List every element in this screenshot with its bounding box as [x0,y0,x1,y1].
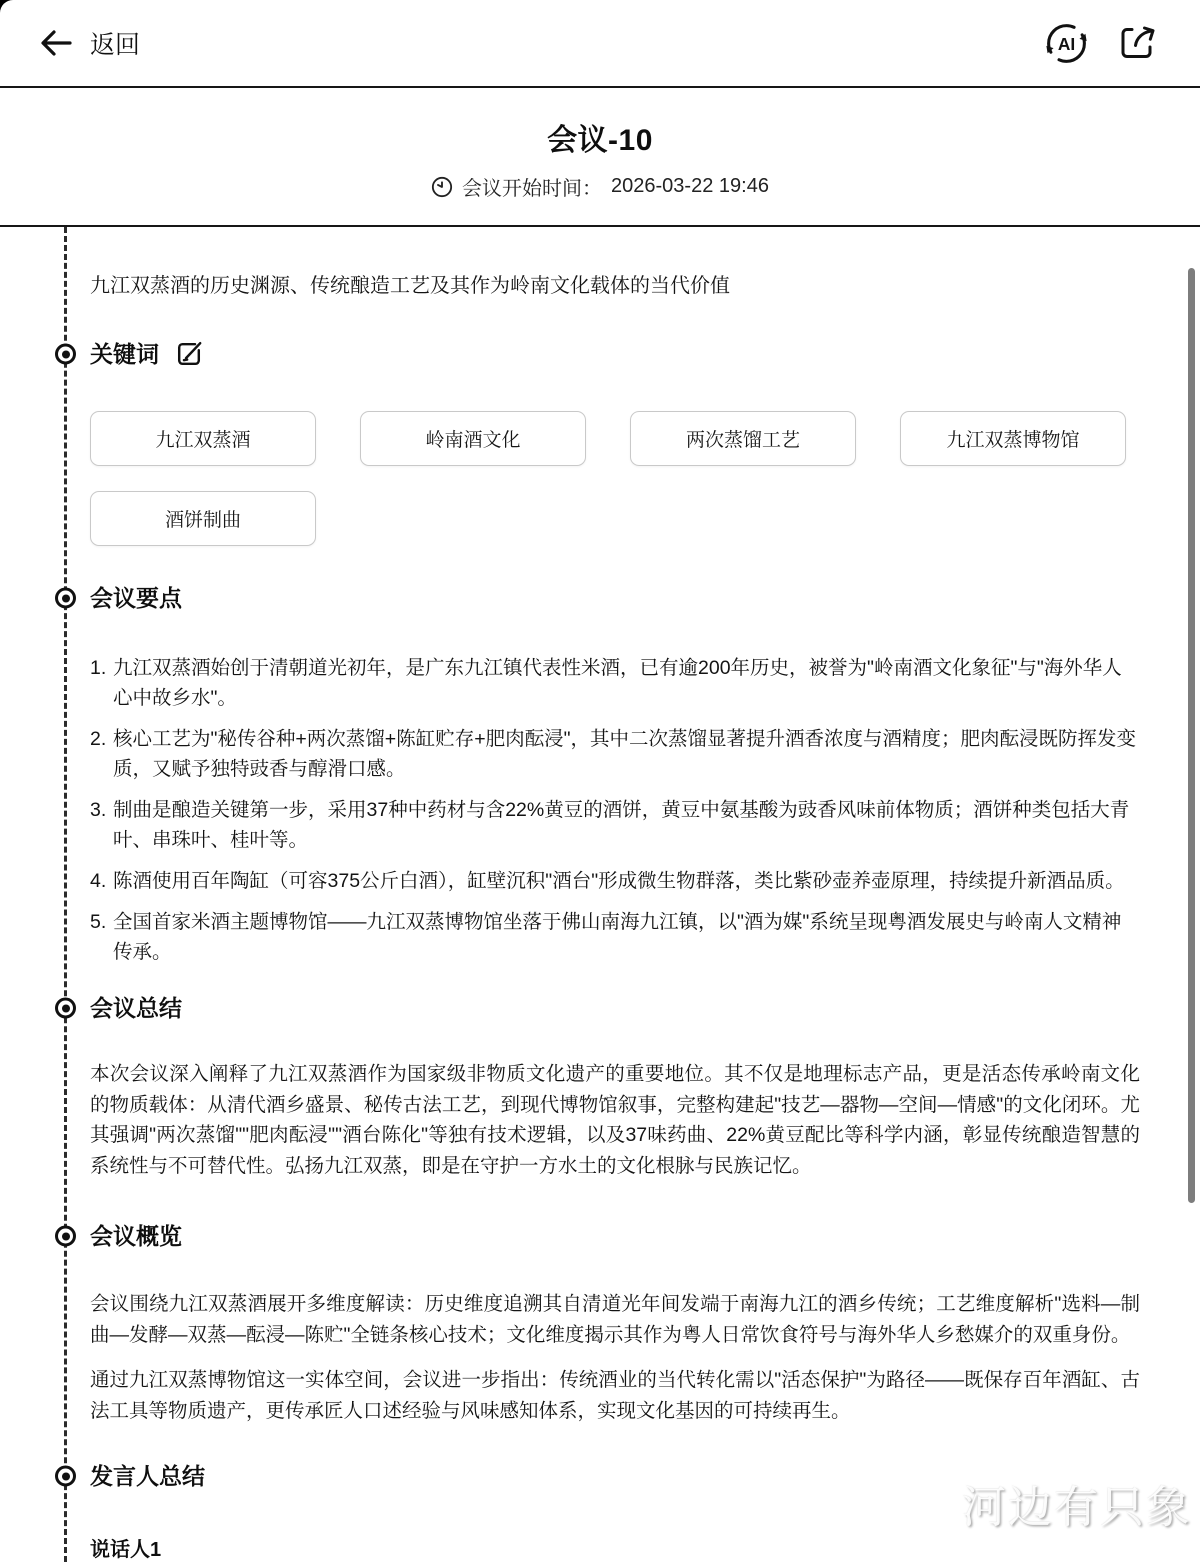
timeline-bullet-icon [55,998,76,1019]
keyword-chip[interactable]: 两次蒸馏工艺 [630,411,856,466]
ai-icon [1043,20,1090,67]
keyword-chip[interactable]: 九江双蒸博物馆 [900,411,1126,466]
back-button[interactable] [40,25,140,61]
key-point-number: 5. [90,911,107,933]
meeting-start-time-row [0,172,1200,201]
back-arrow-icon [40,29,72,57]
clock-icon [431,176,453,198]
timeline-bullet-icon [55,588,76,609]
key-point-number: 4. [90,870,107,892]
keyword-chip[interactable]: 岭南酒文化 [360,411,586,466]
scrollbar-thumb[interactable] [1188,268,1195,1203]
speakers-heading-label: 发言人总结 [90,1463,205,1489]
meeting-title: 会议-10 [547,124,653,157]
ai-icon-text: AI [1057,33,1076,54]
start-time-label: 会议开始时间： [462,178,603,200]
share-icon [1116,21,1160,65]
section-keywords-heading [90,339,1140,369]
watermark-text: 河边有只象 [962,1483,1192,1532]
key-point-item [90,653,1140,713]
keywords-heading-label: 关键词 [90,341,159,367]
back-label: 返回 [90,31,141,59]
key-point-text: 陈酒使用百年陶缸（可容375公斤白酒），缸壁沉积"酒台"形成微生物群落，类比紫砂壶养壶原理，持续提升新酒品质。 [113,870,1125,892]
overview-paragraph: 会议围绕九江双蒸酒展开多维度解读：历史维度追溯其自清道光年间发端于南海九江的酒乡传统；工艺维度解析"选料—制曲—发酵—双蒸—酝浸—陈贮"全链条核心技术；文化维度揭示其作为粤人日常饮食符号与海外华人乡愁媒介的双重身份。 [90,1293,1140,1346]
share-button[interactable] [1116,21,1160,65]
ai-assistant-button[interactable] [1043,20,1090,67]
section-summary-heading [90,993,1140,1023]
screen-corner-artifact [0,0,13,13]
section-overview-heading [90,1221,1140,1251]
key-point-text: 制曲是酿造关键第一步，采用37种中药材与含22%黄豆的酒饼，黄豆中氨基酸为豉香风味前体物质；酒饼种类包括大青叶、串珠叶、桂叶等。 [113,799,1130,851]
meeting-topic: 九江双蒸酒的历史渊源、传统酿造工艺及其作为岭南文化载体的当代价值 [90,275,730,297]
key-point-number: 1. [90,657,107,679]
summary-heading-label: 会议总结 [90,995,182,1021]
summary-paragraph: 本次会议深入阐释了九江双蒸酒作为国家级非物质文化遗产的重要地位。其不仅是地理标志产品，更是活态传承岭南文化的物质载体：从清代酒乡盛景、秘传古法工艺，到现代博物馆叙事，完整构建起"技艺—器物—空间—情感"的文化闭环。尤其强调"两次蒸馏""肥肉酝浸""酒台陈化"等独有技术逻辑，以及37味药曲、22%黄豆配比等科学内涵，彰显传统酿造智慧的系统性与不可替代性。弘扬九江双蒸，即是在守护一方水土的文化根脉与民族记忆。 [90,1063,1140,1177]
topbar-actions [1043,20,1160,67]
start-time-value: 2026-03-22 19:46 [611,175,769,197]
timeline-bullet-icon [55,344,76,365]
key-point-item [90,907,1140,967]
keyword-chip[interactable]: 酒饼制曲 [90,491,316,546]
top-bar [0,0,1200,88]
key-point-text: 核心工艺为"秘传谷种+两次蒸馏+陈缸贮存+肥肉酝浸"，其中二次蒸馏显著提升酒香浓度与酒精度；肥肉酝浸既防挥发变质，又赋予独特豉香与醇滑口感。 [113,728,1137,780]
section-keypoints-heading [90,583,1140,613]
keyword-chips [90,411,1140,546]
overview-heading-label: 会议概览 [90,1223,182,1249]
edit-keywords-button[interactable] [175,340,203,368]
speaker-name: 说话人1 [90,1539,162,1561]
timeline-bullet-icon [55,1466,76,1487]
key-point-item [90,724,1140,784]
key-points-list [90,653,1140,967]
meeting-notes-content [0,227,1200,1562]
keypoints-heading-label: 会议要点 [90,585,182,611]
key-point-number: 3. [90,799,107,821]
timeline-bullet-icon [55,1226,76,1247]
keyword-chip[interactable]: 九江双蒸酒 [90,411,316,466]
key-point-number: 2. [90,728,107,750]
overview-paragraph: 通过九江双蒸博物馆这一实体空间，会议进一步指出：传统酒业的当代转化需以"活态保护"为路径——既保存百年酒缸、古法工具等物质遗产，更传承匠人口述经验与风味感知体系，实现文化基因的可持续再生。 [90,1369,1140,1422]
edit-icon [175,340,203,368]
title-block [0,88,1200,227]
section-speakers-heading [90,1461,1140,1491]
key-point-text: 全国首家米酒主题博物馆——九江双蒸博物馆坐落于佛山南海九江镇，以"酒为媒"系统呈现粤酒发展史与岭南人文精神传承。 [113,911,1122,963]
key-point-item [90,866,1140,896]
key-point-text: 九江双蒸酒始创于清朝道光初年，是广东九江镇代表性米酒，已有逾200年历史，被誉为"岭南酒文化象征"与"海外华人心中故乡水"。 [113,657,1122,709]
timeline-line [64,227,67,1562]
key-point-item [90,795,1140,855]
